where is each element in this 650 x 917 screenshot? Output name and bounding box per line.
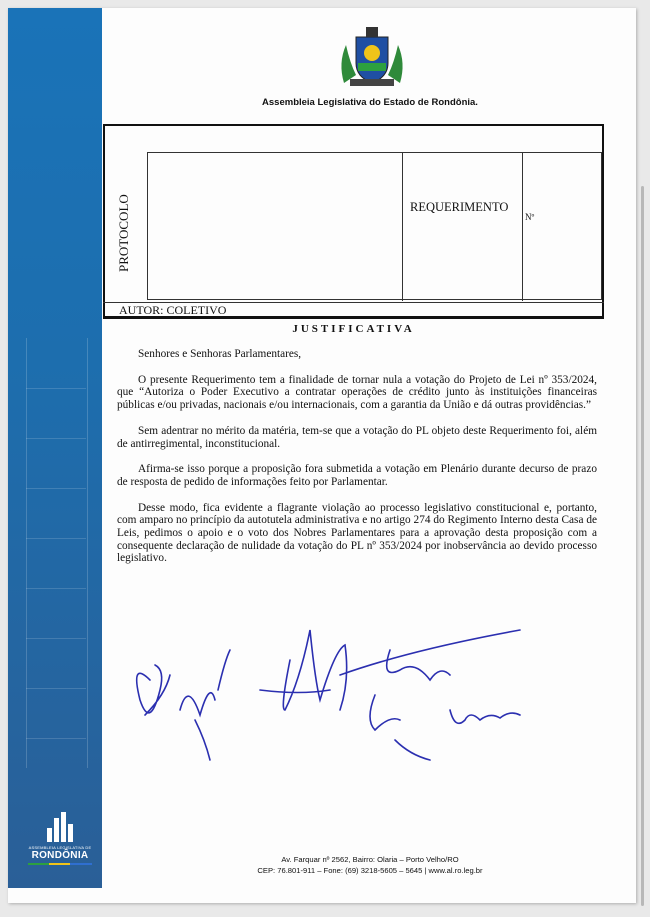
salutation: Senhores e Senhoras Parlamentares, bbox=[138, 348, 302, 360]
author-label: AUTOR: COLETIVO bbox=[103, 302, 604, 318]
logo-big-text: RONDÔNIA bbox=[31, 850, 89, 861]
form-grid bbox=[147, 152, 602, 300]
justification-text bbox=[117, 348, 597, 578]
building-watermark bbox=[26, 338, 88, 768]
paragraph: Sem adentrar no mérito da matéria, tem-se que a votação do PL objeto deste Requerimento foi, além de antirregimental, inconstitucional. bbox=[117, 424, 597, 450]
paragraph: Afirma-se isso porque a proposição fora submetida a votação em Plenário durante decurso de prazo de resposta de pedido de informações feito por Parlamentar. bbox=[117, 463, 597, 488]
sidebar-logo bbox=[28, 808, 92, 865]
signatures bbox=[110, 620, 550, 780]
section-title: JUSTIFICATIVA bbox=[292, 323, 415, 335]
protocolo-label: PROTOCOLO bbox=[116, 194, 131, 272]
signature bbox=[370, 650, 450, 760]
requerimento-label: REQUERIMENTO bbox=[410, 200, 509, 214]
building-logo-icon bbox=[43, 808, 77, 842]
form-divider bbox=[522, 153, 523, 301]
state-coat-of-arms-icon bbox=[336, 23, 408, 91]
flag-stripe bbox=[28, 863, 92, 865]
paragraph: O presente Requerimento tem a finalidade de tornar nula a votação do Projeto de Lei nº 353/2024, que “Autoriza o Poder Executivo a contratar operações de crédito junto às instituições financeiras públicas e/ou privadas, nacionais e/ou internacionais, com a garantia da União e dá outras providências.” bbox=[117, 373, 597, 412]
footer-address: Av. Farquar nº 2562, Bairro: Olaria – Porto Velho/RO bbox=[281, 855, 459, 864]
form-divider bbox=[402, 153, 403, 301]
footer-contact: CEP: 76.801-911 – Fone: (69) 3218-5605 – 5645 | www.al.ro.leg.br bbox=[257, 866, 483, 875]
signature bbox=[450, 710, 520, 723]
sidebar-banner bbox=[8, 8, 102, 888]
footer bbox=[150, 854, 590, 876]
signature bbox=[137, 650, 230, 760]
scrollbar[interactable] bbox=[641, 186, 644, 906]
paragraph: Desse modo, fica evidente a flagrante violação ao processo legislativo constitucional e, portanto, com amparo no princípio da autotutela administrativa e no artigo 274 do Regimento Interno desta Casa de Leis, pedimos o apoio e o voto dos Nobres Parlamentares para a aprovação desta proposição com a consequente declaração de nulidade da votação do PL nº 353/2024 por inobservância ao devido processo legislativo. bbox=[117, 501, 597, 565]
assembly-name: Assembleia Legislativa do Estado de Rondônia. bbox=[262, 97, 478, 108]
logo-small-text: ASSEMBLEIA LEGISLATIVA DE bbox=[28, 845, 92, 850]
numero-label: Nº bbox=[525, 212, 535, 222]
signature bbox=[260, 630, 520, 710]
form-bottom-border bbox=[103, 317, 604, 319]
